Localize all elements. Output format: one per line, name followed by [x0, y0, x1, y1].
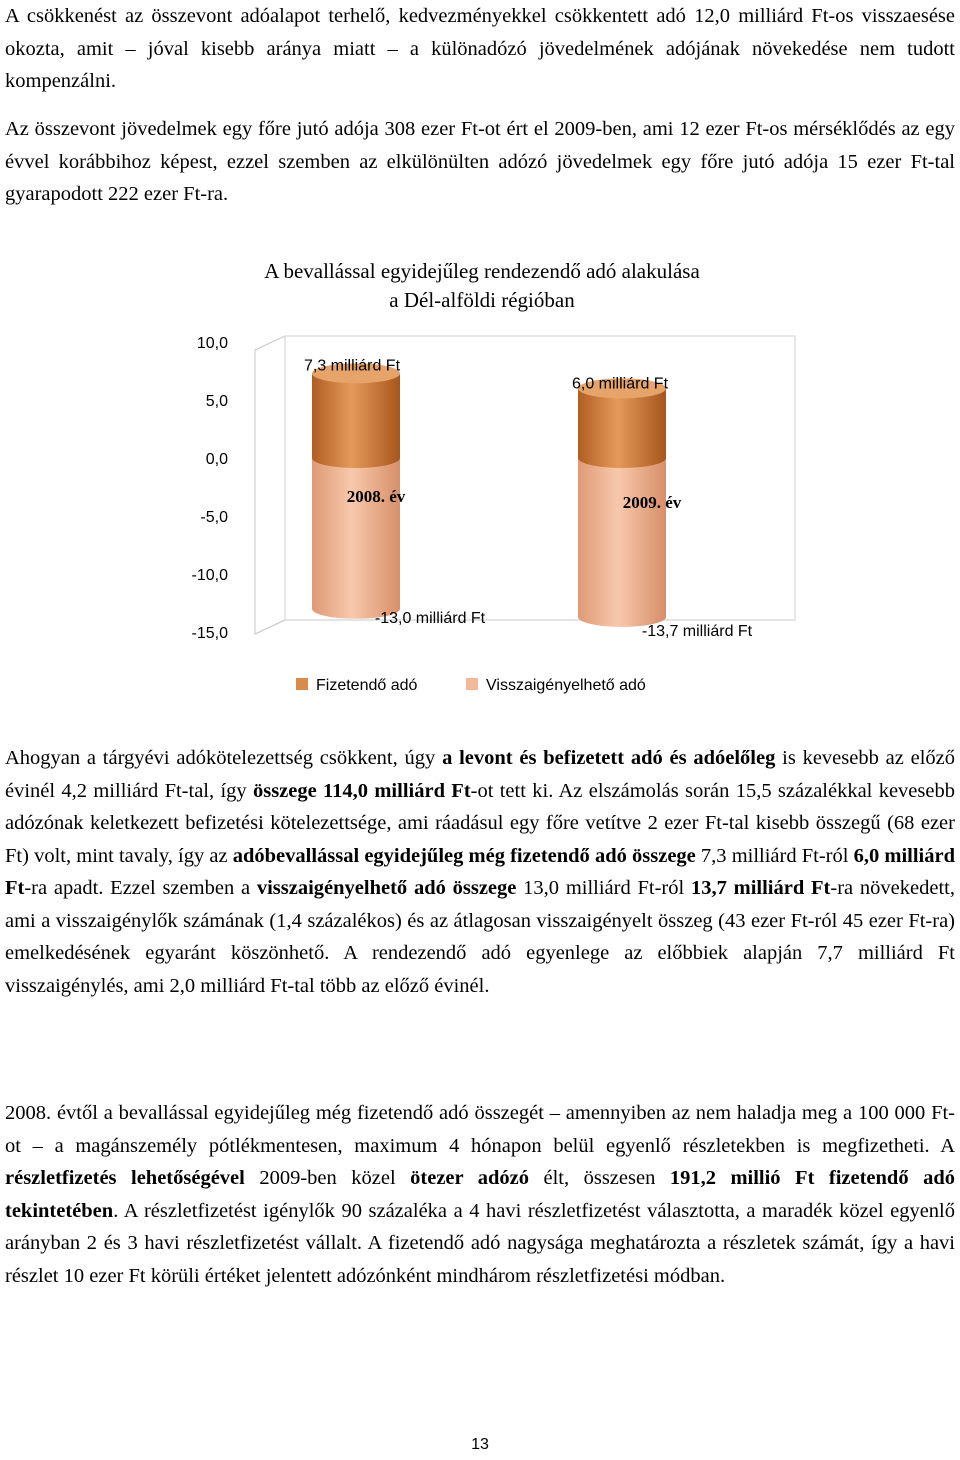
page-number: 13 — [471, 1436, 489, 1453]
paragraph-2 — [5, 113, 955, 211]
text-run: -ra növekedett, ami a visszaigénylők számának (1,4 százalékos) és az átlagosan visszaigényelt összeg (43 ezer Ft-ról 45 ezer Ft-ra) emelkedésének egyaránt köszönhető. A rendezendő adó egyenlege az előbbiek alapján 7,7 milliárd Ft visszaigénylés, ami 2,0 milliárd Ft-tal több az előző évinél. — [5, 877, 955, 997]
text-run: élt, összesen — [529, 1167, 670, 1189]
text-run: is kevesebb az előző évinél 4,2 milliárd Ft-tal, így — [5, 747, 955, 802]
bold-text-run: adóbevallással egyidejűleg még fizetendő adó összege — [232, 844, 696, 867]
text-run: -ot tett ki. Az elszámolás során 15,5 százalékkal kevesebb adózónak keletkezett befizetési kötelezettsége, ami ráadásul egy főre vetítve 2 ezer Ft-tal kisebb összegű (68 ezer Ft) volt, mint tavaly, így az — [5, 779, 955, 867]
text-run: 2009-ben közel — [244, 1167, 411, 1189]
data-label-visszaigenyelheto: -13,7 milliárd Ft — [641, 622, 753, 640]
text-run: -ra apadt. Ezzel szemben a — [24, 877, 257, 899]
bar-fizetend-ad--0 — [312, 363, 400, 468]
y-axis — [192, 335, 229, 642]
chart-title-line-2: a Dél-alföldi régióban — [389, 288, 575, 312]
legend-label: Fizetendő adó — [316, 677, 418, 694]
chart — [0, 240, 960, 710]
legend-swatch — [466, 678, 478, 690]
bold-text-run: 13,7 milliárd Ft — [690, 877, 831, 899]
legend-swatch — [296, 678, 308, 690]
bold-text-run: összege 114,0 milliárd Ft — [252, 779, 471, 802]
paragraph-3 — [5, 742, 955, 1002]
bold-text-run: 191,2 millió Ft fizetendő adó tekintetében — [5, 1167, 955, 1222]
bar-body — [312, 458, 400, 619]
paragraph-1 — [5, 0, 955, 98]
y-tick-label: 5,0 — [205, 393, 228, 410]
y-tick-label: -5,0 — [200, 509, 228, 526]
legend-label: Visszaigényelhető adó — [486, 677, 646, 694]
bar-body — [312, 373, 400, 468]
text-run: 2008. évtől a bevallással egyidejűleg még fizetendő adó összegét – amennyiben az nem haladja meg a 100 000 Ft-ot – a magánszemély pótlékmentesen, maximum 4 hónapon belül egyenlő részletekben is megfizetheti. A — [5, 1102, 955, 1157]
bold-text-run: 6,0 milliárd Ft — [5, 844, 955, 899]
y-tick-label: -10,0 — [191, 567, 228, 584]
bar-body — [578, 388, 666, 468]
bold-text-run: visszaigényelhető adó összege — [256, 877, 517, 899]
bar-body — [578, 458, 666, 627]
chart-title-line-1: A bevallással egyidejűleg rendezendő adó alakulása — [264, 259, 700, 283]
text-run: A csökkenést az összevont adóalapot terhelő, kedvezményekkel csökkentett adó 12,0 milliárd Ft-os visszaesése okozta, amit – jóval kisebb aránya miatt – a különadózó jövedelmének adójának növekedése nem tudott kompenzálni. — [5, 5, 955, 92]
text-run: 7,3 milliárd Ft-ról — [695, 844, 854, 867]
category-label: 2008. év — [346, 487, 406, 506]
bold-text-run: részletfizetés lehetőségével — [5, 1167, 245, 1189]
bold-text-run: ötezer adózó — [410, 1167, 529, 1189]
bold-text-run: a levont és befizetett adó és adóelőleg — [442, 747, 776, 769]
text-run: Az összevont jövedelmek egy főre jutó adója 308 ezer Ft-ot ért el 2009-ben, ami 12 ezer Ft-os mérséklődés az egy évvel korábbihoz képest, ezzel szemben az elkülönülten adózó jövedelmek egy főre jutó adója 15 ezer Ft-tal gyarapodott 222 ezer Ft-ra. — [5, 118, 955, 205]
legend — [296, 677, 646, 694]
side-wall — [255, 336, 285, 634]
category-label: 2009. év — [622, 493, 682, 512]
y-tick-label: -15,0 — [191, 625, 228, 642]
text-run: . A részletfizetést igénylők 90 százaléka a 4 havi részletfizetést választotta, a maradék közel egyenlő arányban 2 és 3 havi részletfizetést vállalt. A fizetendő adó nagysága meghatározta a részletek számát, így a havi részlet 10 ezer Ft körüli értéket jelentett adózónként mindhárom részletfizetési módban. — [5, 1199, 955, 1287]
data-label-visszaigenyelheto: -13,0 milliárd Ft — [374, 609, 486, 627]
data-label-fizetendo: 6,0 milliárd Ft — [571, 375, 669, 393]
text-run: Ahogyan a tárgyévi adókötelezettség csökkent, úgy — [5, 747, 443, 769]
data-label-fizetendo: 7,3 milliárd Ft — [303, 357, 401, 375]
y-tick-label: 0,0 — [205, 451, 228, 468]
text-run: 13,0 milliárd Ft-ról — [516, 877, 691, 899]
bar-visszaig-nyelhet-ad--0 — [312, 448, 400, 619]
y-tick-label: 10,0 — [196, 335, 228, 352]
paragraph-4 — [5, 1097, 955, 1292]
bar-visszaig-nyelhet-ad--1 — [578, 448, 666, 627]
